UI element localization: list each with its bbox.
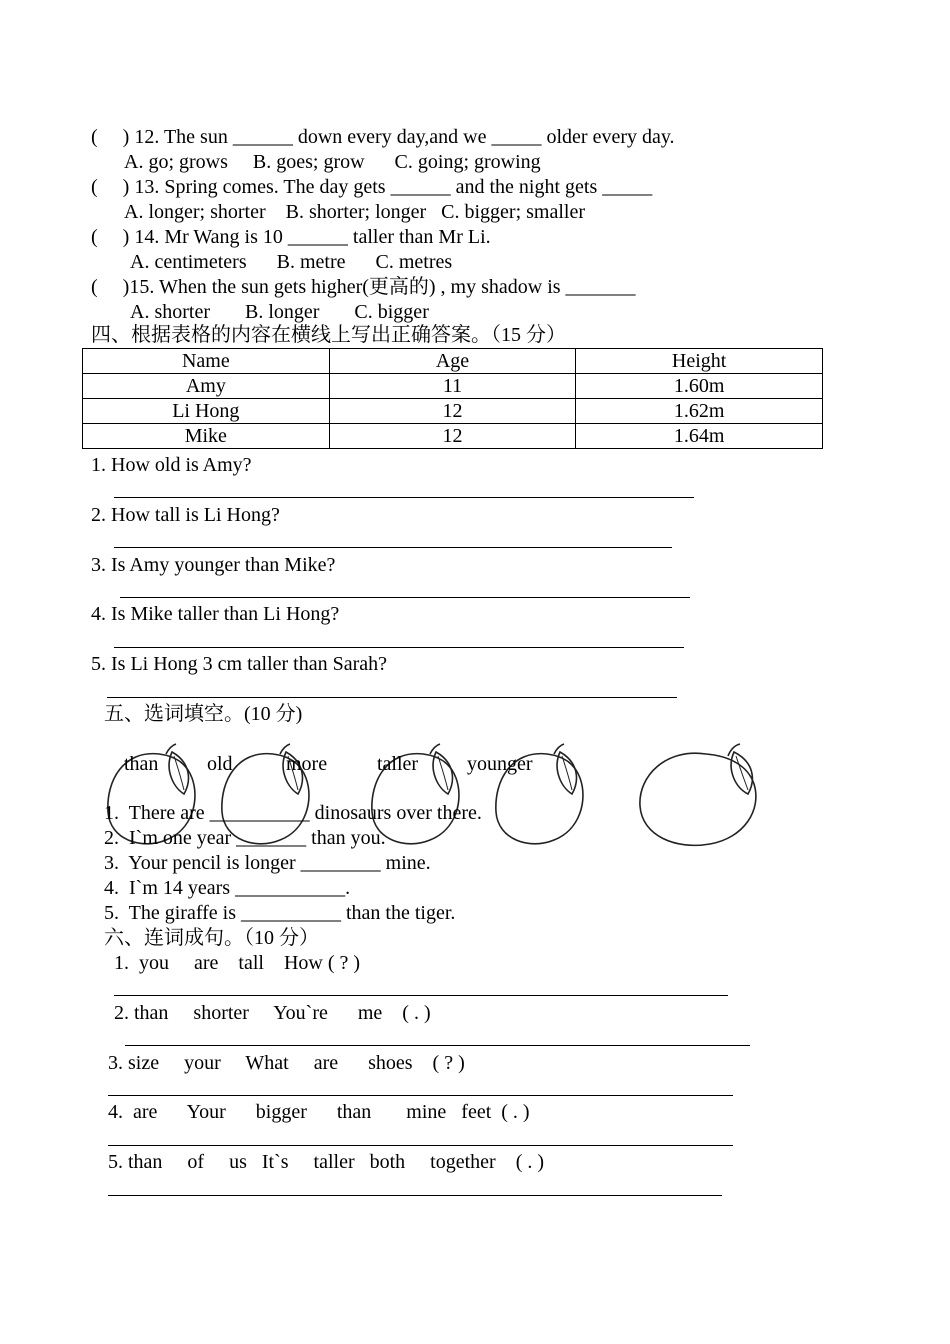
table-cell: Mike xyxy=(83,424,330,449)
question-13-stem: ( ) 13. Spring comes. The day gets ______ and the night gets _____ xyxy=(91,176,653,198)
section-4-question-2: 2. How tall is Li Hong? xyxy=(91,504,280,526)
question-14-stem: ( ) 14. Mr Wang is 10 ______ taller than Mr Li. xyxy=(91,226,491,248)
question-12-options: A. go; grows B. goes; grow C. going; growing xyxy=(124,151,541,173)
fill-blank-item: 1. There are __________ dinosaurs over there. xyxy=(104,802,482,824)
table-cell: 11 xyxy=(329,374,576,399)
word-order-item: 1. you are tall How ( ? ) xyxy=(114,952,361,974)
answer-line[interactable] xyxy=(108,1195,722,1196)
fill-blank-item: 5. The giraffe is __________ than the tiger. xyxy=(104,902,456,924)
section-5-title: 五、选词填空。(10 分) xyxy=(104,703,303,725)
table-header-cell: Age xyxy=(329,349,576,374)
section-4-question-1: 1. How old is Amy? xyxy=(91,454,252,476)
word-bank-item: more xyxy=(286,753,328,775)
fill-blank-item: 4. I`m 14 years ___________. xyxy=(104,877,351,899)
section-4-title: 四、根据表格的内容在横线上写出正确答案。（15 分） xyxy=(91,324,566,346)
table-cell: 1.60m xyxy=(576,374,823,399)
table-row xyxy=(83,424,823,449)
question-15-options: A. shorter B. longer C. bigger xyxy=(130,301,429,323)
answer-line[interactable] xyxy=(125,1045,750,1046)
table-cell: 1.62m xyxy=(576,399,823,424)
word-bank-item: old xyxy=(207,753,233,775)
table-row xyxy=(83,399,823,424)
section-4-question-4: 4. Is Mike taller than Li Hong? xyxy=(91,603,340,625)
table-header-row xyxy=(83,349,823,374)
section-4-question-5: 5. Is Li Hong 3 cm taller than Sarah? xyxy=(91,653,388,675)
table-cell: 12 xyxy=(329,424,576,449)
word-order-item: 2. than shorter You`re me ( . ) xyxy=(114,1002,431,1024)
word-bank-item: taller xyxy=(377,753,419,775)
answer-line[interactable] xyxy=(114,547,672,548)
word-bank-item: younger xyxy=(467,753,533,775)
table-cell: 12 xyxy=(329,399,576,424)
table-cell: Li Hong xyxy=(83,399,330,424)
question-13-options: A. longer; shorter B. shorter; longer C. bigger; smaller xyxy=(124,201,586,223)
answer-line[interactable] xyxy=(108,1095,733,1096)
table-cell: Amy xyxy=(83,374,330,399)
word-bank-item: than xyxy=(124,753,159,775)
answer-line[interactable] xyxy=(108,1145,733,1146)
question-12-stem: ( ) 12. The sun ______ down every day,and we _____ older every day. xyxy=(91,126,675,148)
answer-line[interactable] xyxy=(114,995,728,996)
fill-blank-item: 3. Your pencil is longer ________ mine. xyxy=(104,852,431,874)
table-header-cell: Height xyxy=(576,349,823,374)
answer-line[interactable] xyxy=(120,597,690,598)
fruit-outline-icon xyxy=(636,740,766,852)
answer-line[interactable] xyxy=(114,647,684,648)
table-cell: 1.64m xyxy=(576,424,823,449)
info-table xyxy=(82,348,823,449)
word-order-item: 4. are Your bigger than mine feet ( . ) xyxy=(108,1101,530,1123)
question-14-options: A. centimeters B. metre C. metres xyxy=(130,251,453,273)
answer-line[interactable] xyxy=(114,497,694,498)
table-header-cell: Name xyxy=(83,349,330,374)
section-6-title: 六、连词成句。（10 分） xyxy=(104,927,319,949)
word-order-item: 5. than of us It`s taller both together ( . ) xyxy=(108,1151,545,1173)
fill-blank-item: 2. I`m one year _______ than you. xyxy=(104,827,386,849)
answer-line[interactable] xyxy=(107,697,677,698)
section-4-question-3: 3. Is Amy younger than Mike? xyxy=(91,554,336,576)
word-order-item: 3. size your What are shoes ( ? ) xyxy=(108,1052,465,1074)
table-row xyxy=(83,374,823,399)
question-15-stem: ( )15. When the sun gets higher(更高的) , my shadow is _______ xyxy=(91,276,636,298)
